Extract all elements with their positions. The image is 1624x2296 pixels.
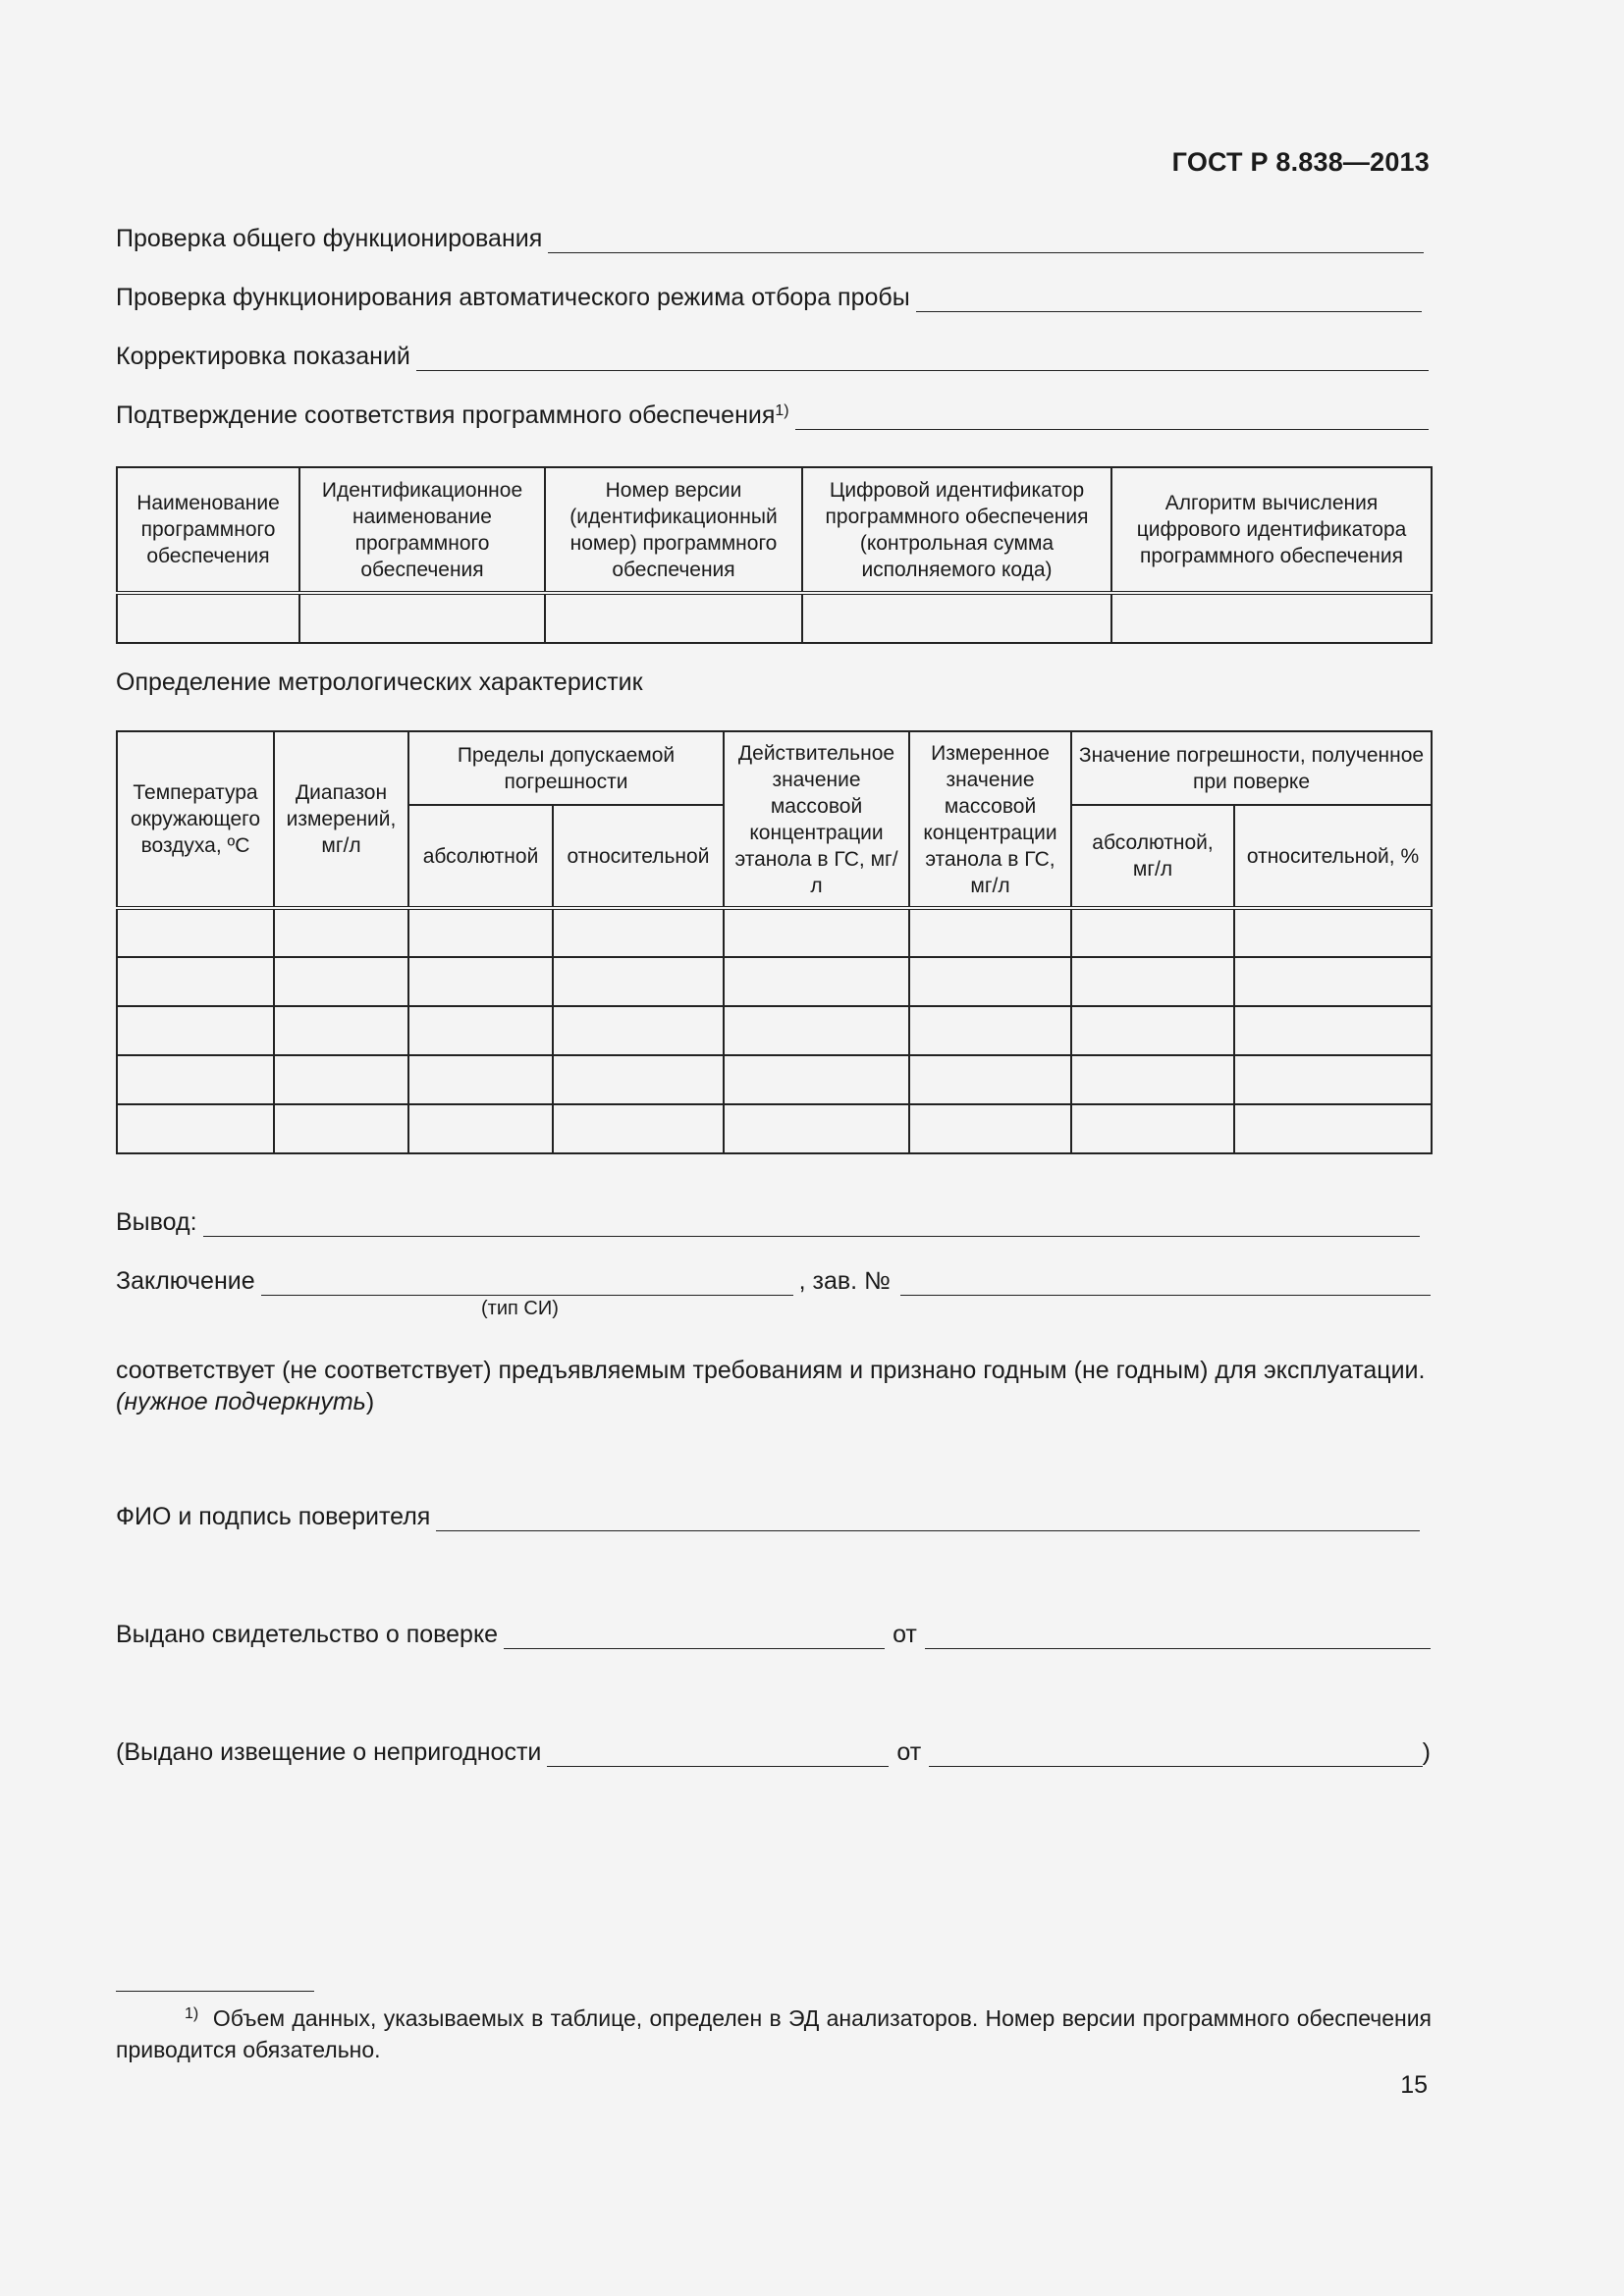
table-cell[interactable]: [117, 593, 299, 643]
table-cell[interactable]: [1071, 1055, 1234, 1104]
table-cell[interactable]: [1234, 908, 1432, 957]
software-table: [116, 466, 1433, 644]
header-identification-name: Идентификационное наименование программного обеспечения: [299, 467, 545, 593]
table-cell[interactable]: [545, 593, 802, 643]
table-cell[interactable]: [274, 957, 408, 1006]
subheader-relative-value: относительной, %: [1234, 805, 1432, 908]
certificate-date-blank[interactable]: [925, 1625, 1431, 1649]
header-algorithm: Алгоритм вычисления цифрового идентификатора программного обеспечения: [1111, 467, 1432, 593]
verifier-line: [116, 1502, 1420, 1531]
table-cell[interactable]: [117, 1104, 274, 1153]
table-cell[interactable]: [553, 1055, 724, 1104]
table-cell[interactable]: [117, 1006, 274, 1055]
table-cell[interactable]: [909, 957, 1071, 1006]
instrument-type-caption: (тип СИ): [481, 1298, 559, 1319]
unfit-notice-close: ): [1422, 1738, 1431, 1766]
check-correction-label: Корректировка показаний: [116, 343, 410, 370]
table-row: [117, 1006, 1432, 1055]
table-cell[interactable]: [1234, 1006, 1432, 1055]
document-code: ГОСТ Р 8.838—2013: [1171, 147, 1430, 177]
footnote-mark: 1): [185, 2005, 199, 2022]
statement-paragraph: [116, 1355, 1436, 1417]
table-cell[interactable]: [1071, 1104, 1234, 1153]
certificate-line: [116, 1620, 1431, 1649]
underline-note: (нужное подчеркнуть): [116, 1388, 375, 1415]
certificate-label: Выдано свидетельство о поверке: [116, 1621, 499, 1648]
check-general-line: [116, 224, 1424, 253]
certificate-from-label: от: [893, 1621, 917, 1648]
table-cell[interactable]: [274, 1055, 408, 1104]
subheader-relative: относительной: [553, 805, 724, 908]
footnote-text: Объем данных, указываемых в таблице, определен в ЭД анализаторов. Номер версии программного обеспечения приводится обязательно.: [116, 2005, 1433, 2062]
table-cell[interactable]: [408, 908, 553, 957]
table-cell[interactable]: [724, 1006, 909, 1055]
verdict-label: Заключение: [116, 1267, 255, 1295]
certificate-number-blank[interactable]: [504, 1625, 885, 1649]
footnote-divider: [116, 1991, 314, 1992]
table-cell[interactable]: [724, 908, 909, 957]
instrument-type-blank[interactable]: [261, 1271, 793, 1296]
table-cell[interactable]: [553, 1104, 724, 1153]
table-cell[interactable]: [274, 1104, 408, 1153]
check-correction-line: [116, 342, 1429, 371]
metrology-title: Определение метрологических характеристик: [116, 668, 643, 696]
table-cell[interactable]: [299, 593, 545, 643]
unfit-notice-number-blank[interactable]: [547, 1742, 889, 1767]
table-cell[interactable]: [909, 1104, 1071, 1153]
subheader-absolute: абсолютной: [408, 805, 553, 908]
table-row: [117, 957, 1432, 1006]
software-table-header-row: [117, 467, 1432, 593]
table-cell[interactable]: [1234, 957, 1432, 1006]
software-confirm-label: Подтверждение соответствия программного обеспечения$^{1)}$: [116, 401, 789, 429]
table-cell[interactable]: [408, 1006, 553, 1055]
footnote-ref: 1): [775, 402, 789, 419]
result-line: [116, 1207, 1420, 1237]
table-cell[interactable]: [724, 1104, 909, 1153]
header-error-obtained: Значение погрешности, полученное при поверке: [1071, 731, 1432, 805]
table-cell[interactable]: [1111, 593, 1432, 643]
table-cell[interactable]: [724, 957, 909, 1006]
table-row: [117, 1104, 1432, 1153]
table-cell[interactable]: [553, 1006, 724, 1055]
subheader-absolute-value: абсолютной, мг/л: [1071, 805, 1234, 908]
unfit-notice-from-label: от: [896, 1738, 922, 1766]
statement-text: соответствует (не соответствует) предъявляемым требованиям и признано годным (не годным) для эксплуатации.: [116, 1357, 1426, 1384]
table-cell[interactable]: [408, 1055, 553, 1104]
check-correction-blank[interactable]: [416, 347, 1429, 371]
unfit-notice-line: [116, 1737, 1431, 1767]
footnote: [116, 2002, 1432, 2065]
table-cell[interactable]: [1234, 1055, 1432, 1104]
software-confirm-blank[interactable]: [795, 405, 1429, 430]
unfit-notice-label: (Выдано извещение о непригодности: [116, 1738, 542, 1766]
header-version-number: Номер версии (идентификационный номер) программного обеспечения: [545, 467, 802, 593]
table-cell[interactable]: [1071, 908, 1234, 957]
serial-number-blank[interactable]: [900, 1271, 1431, 1296]
check-general-blank[interactable]: [548, 229, 1424, 253]
header-digital-identifier: Цифровой идентификатор программного обеспечения (контрольная сумма исполняемого кода): [802, 467, 1111, 593]
table-cell[interactable]: [553, 957, 724, 1006]
table-cell[interactable]: [274, 908, 408, 957]
header-error-limits: Пределы допускаемой погрешности: [408, 731, 724, 805]
table-cell[interactable]: [408, 957, 553, 1006]
check-general-label: Проверка общего функционирования: [116, 225, 543, 252]
table-row: [117, 1055, 1432, 1104]
table-cell[interactable]: [724, 1055, 909, 1104]
header-actual-value: Действительное значение массовой концентрации этанола в ГС, мг/л: [724, 731, 909, 908]
table-cell[interactable]: [802, 593, 1111, 643]
header-measured-value: Измеренное значение массовой концентрации этанола в ГС, мг/л: [909, 731, 1071, 908]
result-label: Вывод:: [116, 1208, 197, 1236]
header-range: Диапазон измерений, мг/л: [274, 731, 408, 908]
table-cell[interactable]: [274, 1006, 408, 1055]
table-cell[interactable]: [909, 1006, 1071, 1055]
result-blank[interactable]: [203, 1212, 1420, 1237]
header-temperature: Температура окружающего воздуха, ºС: [117, 731, 274, 908]
header-software-name: Наименование программного обеспечения: [117, 467, 299, 593]
serial-label: , зав. №: [798, 1267, 891, 1295]
table-cell[interactable]: [117, 957, 274, 1006]
table-row: [117, 908, 1432, 957]
table-cell[interactable]: [1234, 1104, 1432, 1153]
verdict-line: [116, 1266, 1431, 1296]
page-number: 15: [1400, 2071, 1428, 2099]
table-cell[interactable]: [553, 908, 724, 957]
verifier-blank[interactable]: [436, 1507, 1420, 1531]
table-cell[interactable]: [909, 908, 1071, 957]
table-cell[interactable]: [117, 1055, 274, 1104]
check-auto-sampling-blank[interactable]: [916, 288, 1422, 312]
software-table-row: [117, 593, 1432, 643]
check-auto-sampling-line: [116, 283, 1422, 312]
metrology-header-row-1: [117, 731, 1432, 805]
metrology-table: [116, 730, 1433, 1154]
table-cell[interactable]: [408, 1104, 553, 1153]
unfit-notice-date-blank[interactable]: [929, 1742, 1422, 1767]
table-cell[interactable]: [1071, 957, 1234, 1006]
check-auto-sampling-label: Проверка функционирования автоматического режима отбора пробы: [116, 284, 910, 311]
table-cell[interactable]: [117, 908, 274, 957]
software-confirm-line: [116, 400, 1429, 430]
table-cell[interactable]: [1071, 1006, 1234, 1055]
table-cell[interactable]: [909, 1055, 1071, 1104]
verifier-label: ФИО и подпись поверителя: [116, 1503, 431, 1530]
